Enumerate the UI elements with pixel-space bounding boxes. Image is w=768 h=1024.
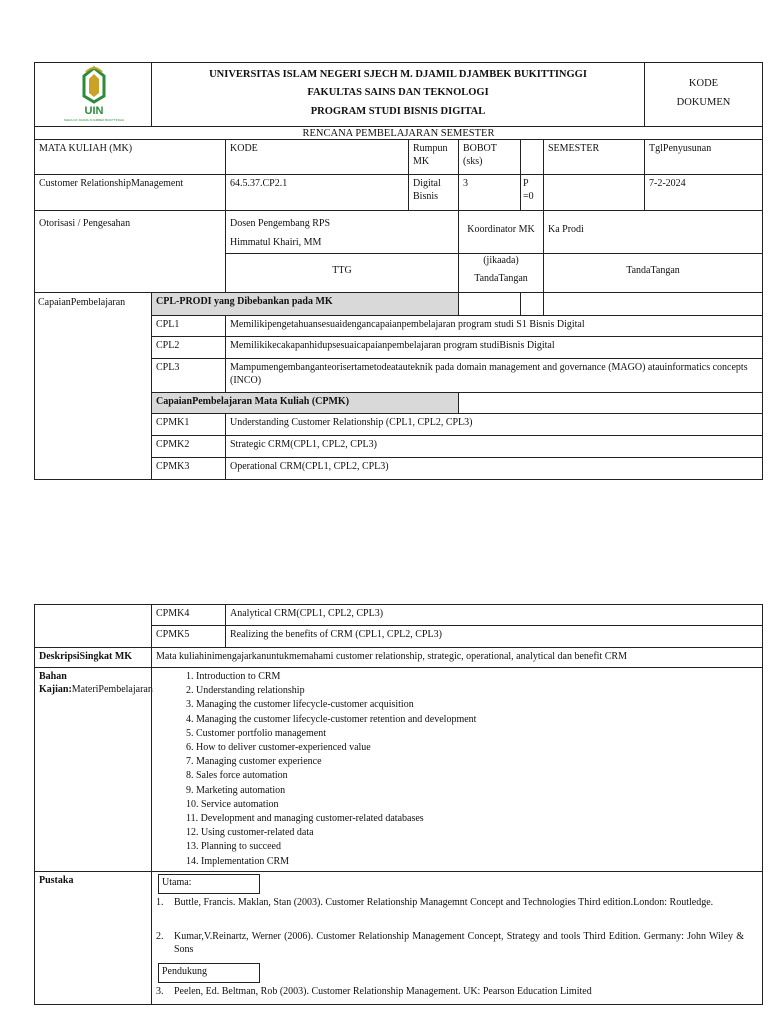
cpmk1-text: Understanding Customer Relationship (CPL1, CPL2, CPL3)	[225, 413, 763, 436]
topic-item: 8. Sales force automation	[186, 770, 288, 782]
ref-1	[156, 896, 756, 909]
cpl-header-blank2	[520, 292, 544, 316]
h-mata-kuliah: MATA KULIAH (MK)	[34, 139, 226, 175]
h-tgl: TglPenyusunan	[644, 139, 763, 175]
svg-text:UIN: UIN	[84, 105, 104, 117]
topic-item: 5. Customer portfolio management	[186, 727, 326, 739]
mk-name: Customer RelationshipManagement	[34, 174, 226, 211]
cpmk2-code: CPMK2	[151, 435, 226, 458]
topic-item: 9. Marketing automation	[186, 784, 286, 796]
h-semester: SEMESTER	[543, 139, 645, 175]
bahan-label-rest: MateriPembelajaran	[71, 684, 153, 695]
rps-title: RENCANA PEMBELAJARAN SEMESTER	[34, 126, 763, 140]
topic-item: 2. Understanding relationship	[186, 685, 305, 697]
ref-2-num: 2.	[156, 931, 164, 942]
page1-bottom-border	[34, 479, 152, 480]
program-name: PROGRAM STUDI BISNIS DIGITAL	[310, 106, 486, 117]
ref-3-num: 3.	[156, 986, 164, 997]
ttd-kaprodi: TandaTangan	[543, 253, 763, 293]
capaian-left-border	[34, 292, 35, 480]
topic-item: 11. Development and managing customer-related databases	[186, 813, 424, 825]
h-empty	[520, 139, 544, 175]
topic-item: 10. Service automation	[186, 798, 279, 810]
uin-logo	[64, 66, 124, 124]
topic-item: 14. Implementation CRM	[186, 855, 290, 867]
mk-tgl: 7-2-2024	[644, 174, 763, 211]
doc-code-line2: DOKUMEN	[676, 97, 731, 108]
cpmk2-text: Strategic CRM(CPL1, CPL2, CPL3)	[225, 435, 763, 458]
bahan-label-cell	[34, 667, 152, 872]
bahan-topics-cell	[151, 667, 763, 872]
cpl-header: CPL-PRODI yang Dibebankan pada MK	[151, 292, 459, 316]
otorisasi-label: Otorisasi / Pengesahan	[34, 210, 226, 293]
cpmk3-code: CPMK3	[151, 457, 226, 480]
ref-1-num: 1.	[156, 897, 164, 908]
ref-1-text: Buttle, Francis. Maklan, Stan (2003). Customer Relationship Managemnt Concept and Technologies Third edition.London: Routledge.	[174, 897, 714, 908]
koordinator-mk: Koordinator MK	[458, 210, 544, 254]
dosen-cell	[225, 210, 459, 254]
pustaka-label: Pustaka	[34, 871, 152, 1005]
header-title-cell	[151, 62, 645, 127]
pustaka-content	[151, 871, 763, 1005]
pendukung-label: Pendukung	[158, 963, 260, 983]
cpl3-text: Mampumengembanganteorisertametodeatauteknik pada domain management and governance (MAGO) atauinformatics concepts (INCO)	[225, 358, 763, 393]
faculty-name: FAKULTAS SAINS DAN TEKNOLOGI	[307, 87, 489, 98]
h-kode: KODE	[225, 139, 409, 175]
ref-3-text: Peelen, Ed. Beltman, Rob (2003). Customer Relationship Management. UK: Pearson Education Limited	[174, 986, 592, 997]
ref-3	[156, 985, 756, 998]
cpmk1-code: CPMK1	[151, 413, 226, 436]
capaian-label: CapaianPembelajaran	[38, 297, 126, 308]
doc-code-line1: KODE	[688, 78, 719, 89]
header-logo-cell	[34, 62, 152, 127]
cpmk4-code: CPMK4	[151, 604, 226, 626]
cpmk3-text: Operational CRM(CPL1, CPL2, CPL3)	[225, 457, 763, 480]
utama-label: Utama:	[158, 874, 260, 894]
h-bobot: BOBOT (sks)	[458, 139, 521, 175]
topic-item: 4. Managing the customer lifecycle-customer retention and development	[186, 713, 477, 725]
doc-code-cell	[644, 62, 763, 127]
jikaada-text: (jikaada)	[483, 255, 519, 266]
ka-prodi: Ka Prodi	[543, 210, 763, 254]
dosen-label: Dosen Pengembang RPS	[230, 218, 330, 229]
topic-item: 3. Managing the customer lifecycle-customer acquisition	[186, 699, 414, 711]
cpmk-header: CapaianPembelajaran Mata Kuliah (CPMK)	[151, 392, 459, 414]
bahan-label-bold: Bahan Kajian:	[39, 671, 72, 695]
ref-2	[156, 930, 756, 956]
ttg-cell: TTG	[225, 253, 459, 293]
mk-semester	[543, 174, 645, 211]
topic-item: 6. How to deliver customer-experienced value	[186, 742, 371, 754]
h-rumpun: Rumpun MK	[408, 139, 459, 175]
cpl-header-blank1	[458, 292, 521, 316]
cpl1-code: CPL1	[151, 315, 226, 337]
cpmk5-code: CPMK5	[151, 625, 226, 648]
ref-2-text: Kumar,V.Reinartz, Werner (2006). Customer Relationship Management Concept, Strategy and tools Third Edition. Germany: John Wiley & Sons	[174, 931, 744, 955]
topic-item: 12. Using customer-related data	[186, 827, 314, 839]
deskripsi-label: DeskripsiSingkat MK	[34, 647, 152, 668]
cpl1-text: Memilikipengetahuansesuaidengancapaianpembelajaran program studi S1 Bisnis Digital	[225, 315, 763, 337]
svg-text:SJECH M. DJAMIL DJAMBEK BUKITT: SJECH M. DJAMIL DJAMBEK BUKITTINGGI	[64, 118, 124, 122]
ttd-koordinator	[458, 253, 544, 293]
cpl3-code: CPL3	[151, 358, 226, 393]
cpl2-text: Memilikikecakapanhidupsesuaicapaianpembelajaran program studiBisnis Digital	[225, 336, 763, 359]
cpl2-code: CPL2	[151, 336, 226, 359]
mk-p: P =0	[520, 174, 544, 211]
cpl-header-blank3	[543, 292, 763, 316]
topic-list	[156, 670, 758, 869]
topic-item: 7. Managing customer experience	[186, 756, 322, 768]
topic-item: 13. Planning to succeed	[186, 841, 281, 853]
deskripsi-text: Mata kuliahinimengajarkanuntukmemahami customer relationship, strategic, operational, analytical dan benefit CRM	[151, 647, 763, 668]
mk-rumpun: Digital Bisnis	[408, 174, 459, 211]
cpmk5-text: Realizing the benefits of CRM (CPL1, CPL2, CPL3)	[225, 625, 763, 648]
p2-left-blank	[34, 604, 152, 648]
dosen-name: Himmatul Khairi, MM	[230, 237, 322, 248]
mk-bobot: 3	[458, 174, 521, 211]
mk-kode: 64.5.37.CP2.1	[225, 174, 409, 211]
topic-item: 1. Introduction to CRM	[186, 671, 281, 682]
cpmk-header-blank	[458, 392, 763, 414]
cpmk4-text: Analytical CRM(CPL1, CPL2, CPL3)	[225, 604, 763, 626]
tandatangan-1: TandaTangan	[474, 273, 528, 284]
university-name: UNIVERSITAS ISLAM NEGERI SJECH M. DJAMIL DJAMBEK BUKITTINGGI	[209, 69, 587, 80]
